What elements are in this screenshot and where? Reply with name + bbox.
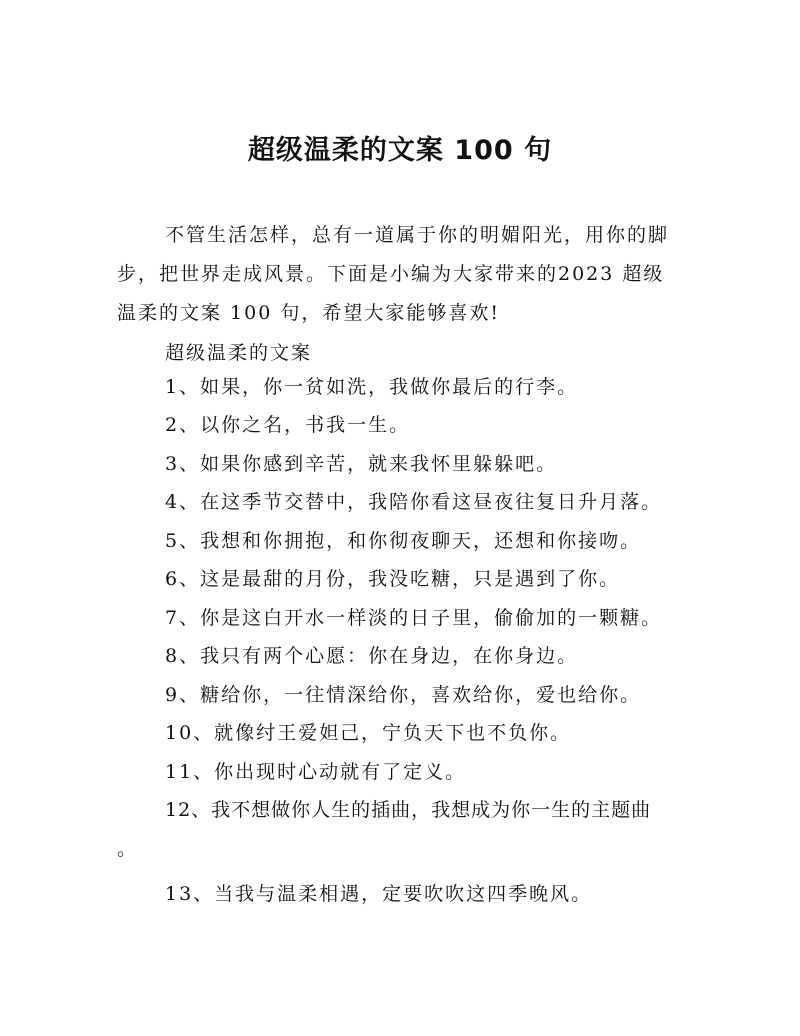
list-item: 3、如果你感到辛苦，就来我怀里躲躲吧。 xyxy=(165,453,558,475)
list-item-continuation: 。 xyxy=(117,838,137,860)
section-subheading: 超级温柔的文案 xyxy=(165,342,313,364)
list-item: 4、在这季节交替中，我陪你看这昼夜往复日升月落。 xyxy=(165,491,663,513)
list-item: 6、这是最甜的月份，我没吃糖，只是遇到了你。 xyxy=(165,568,621,590)
list-item: 7、你是这白开水一样淡的日子里，偷偷加的一颗糖。 xyxy=(165,607,663,629)
list-item: 2、以你之名，书我一生。 xyxy=(165,414,411,436)
list-item: 12、我不想做你人生的插曲，我想成为你一生的主题曲 xyxy=(165,799,652,821)
list-item: 9、糖给你，一往情深给你，喜欢给你，爱也给你。 xyxy=(165,684,642,706)
intro-paragraph: 不管生活怎样，总有一道属于你的明媚阳光，用你的脚步，把世界走成风景。下面是小编为大家带来的2023 超级温柔的文案 100 句，希望大家能够喜欢! xyxy=(117,224,670,324)
list-item: 13、当我与温柔相遇，定要吹吹这四季晚风。 xyxy=(165,883,593,905)
list-item: 8、我只有两个心愿：你在身边，在你身边。 xyxy=(165,645,579,667)
list-item: 5、我想和你拥抱，和你彻夜聊天，还想和你接吻。 xyxy=(165,530,642,552)
document-title: 超级温柔的文案 100 句 xyxy=(247,135,553,166)
list-item: 11、你出现时心动就有了定义。 xyxy=(165,761,467,783)
list-item: 10、就像纣王爱妲己，宁负天下也不负你。 xyxy=(165,722,572,744)
list-item: 1、如果，你一贫如洗，我做你最后的行李。 xyxy=(165,376,579,398)
